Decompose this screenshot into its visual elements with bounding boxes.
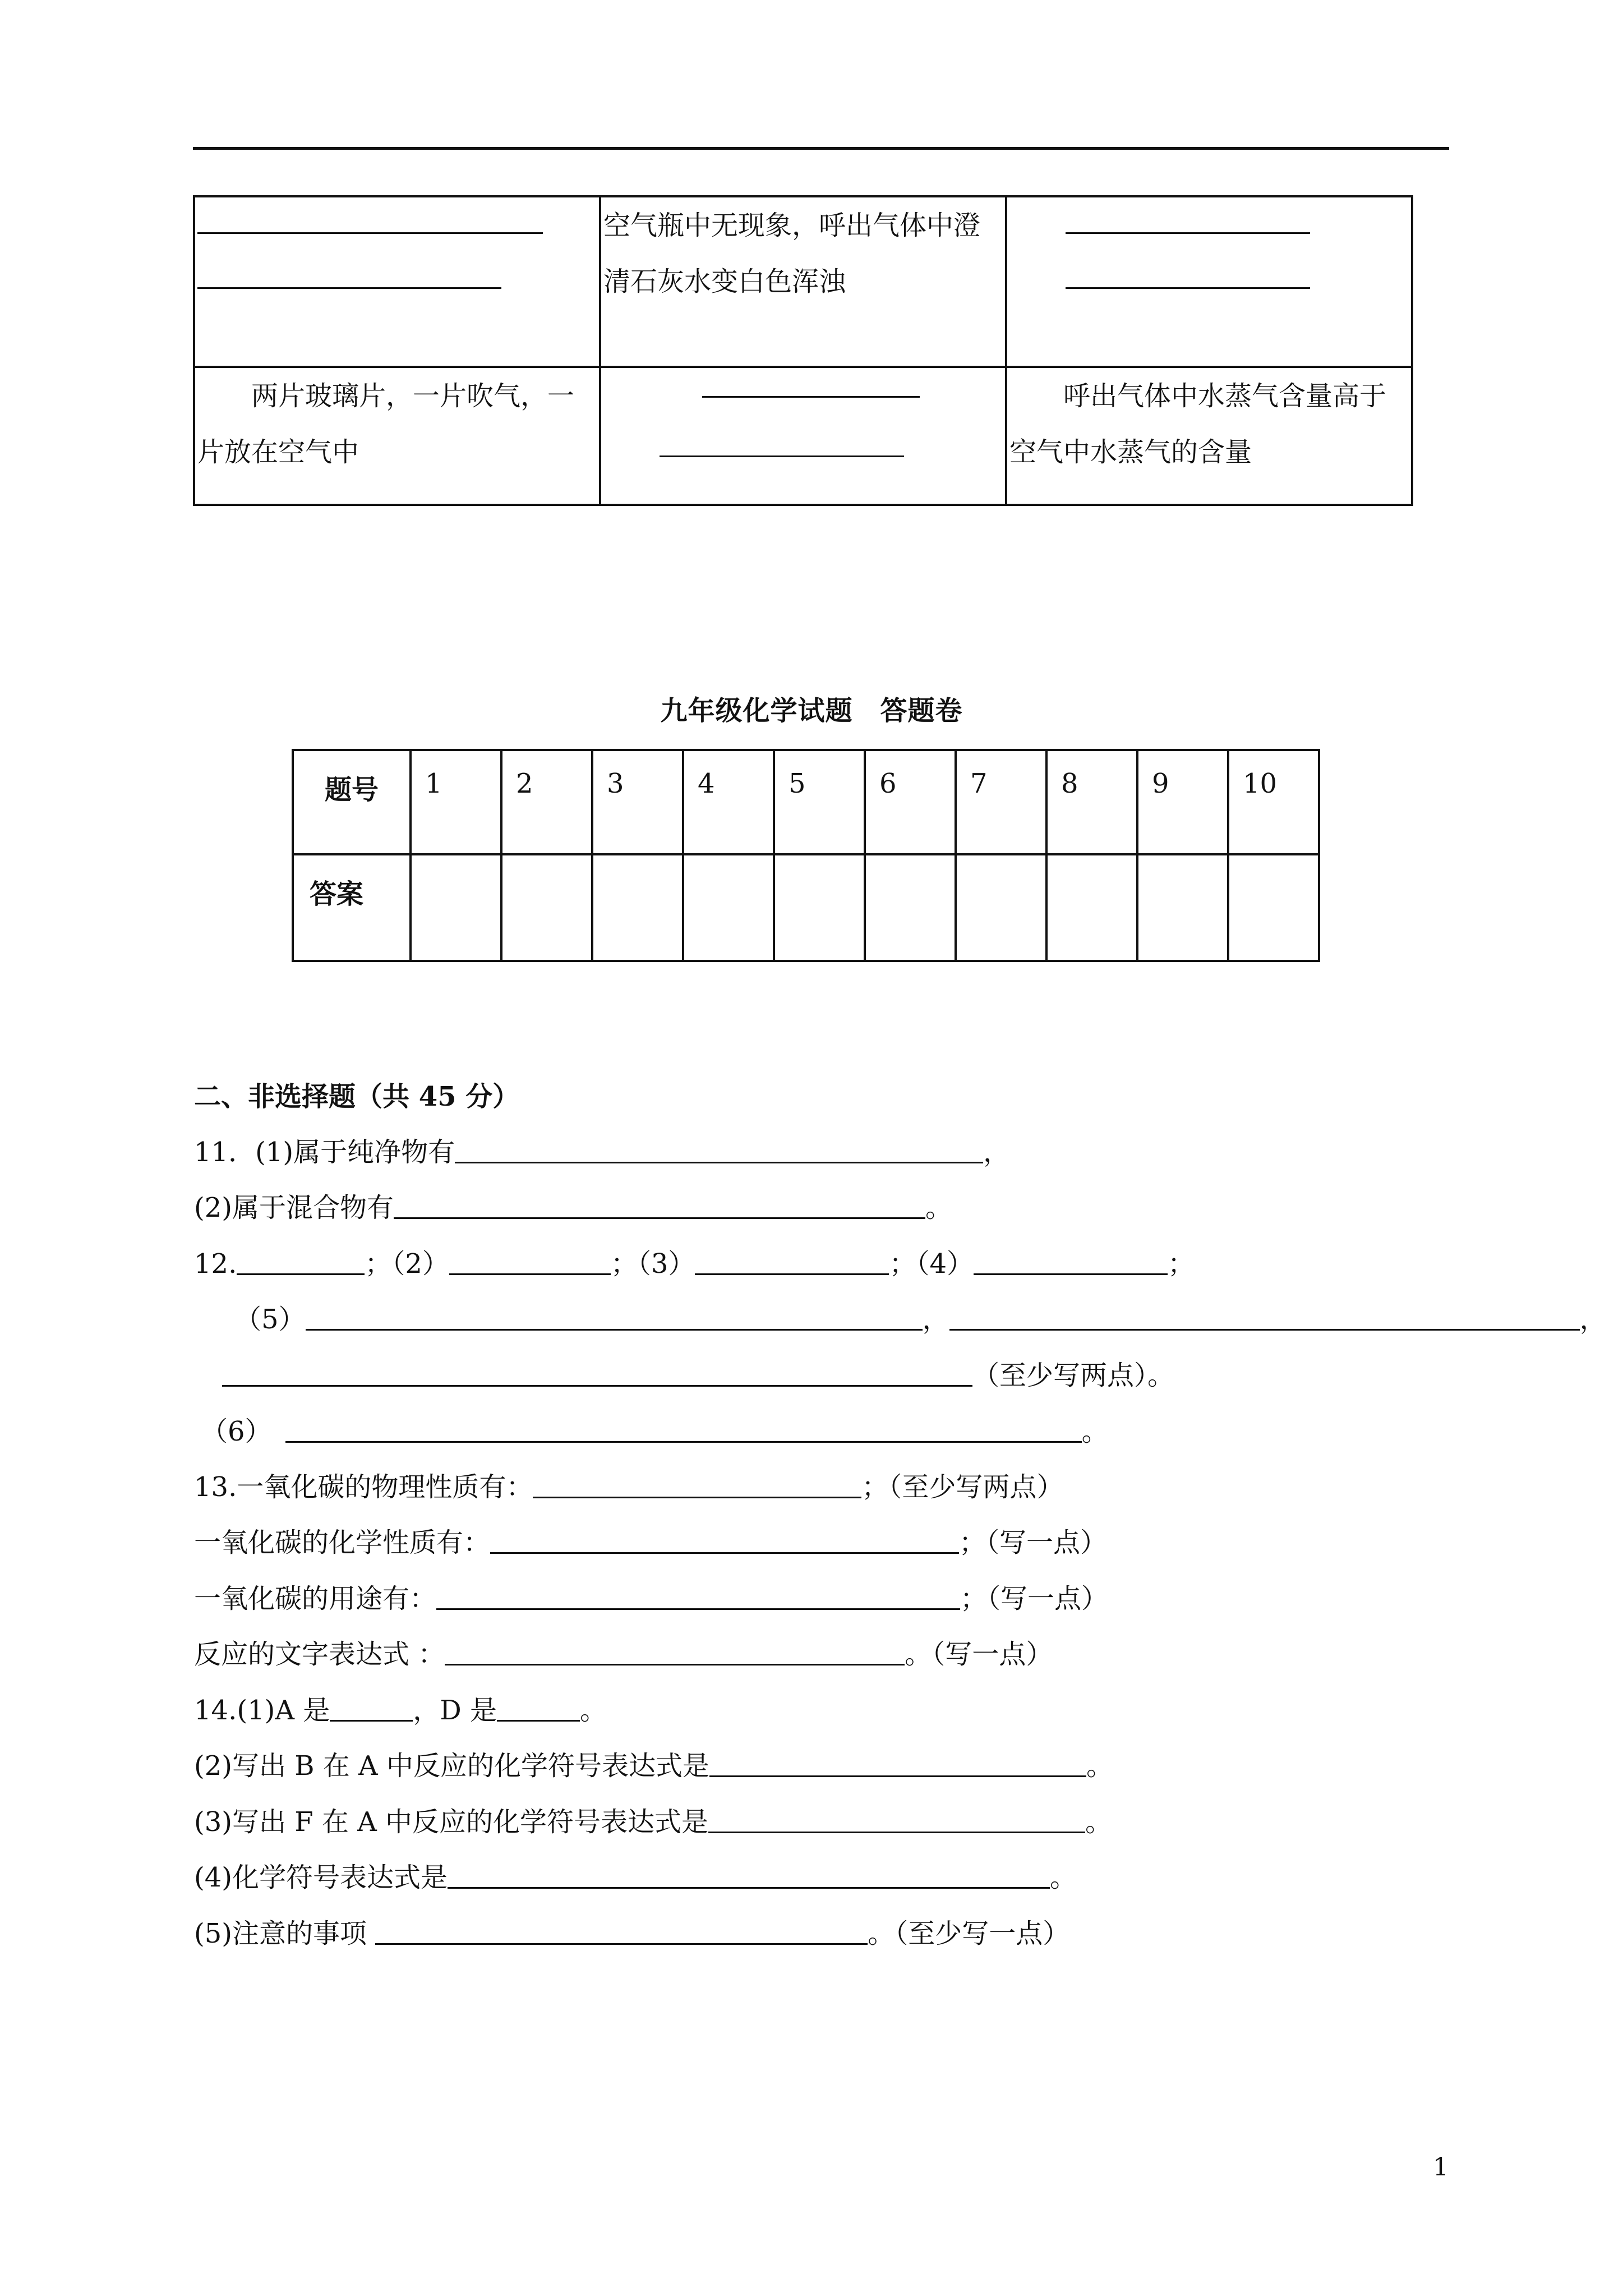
question-number: 3 [592, 750, 683, 854]
answer-blank[interactable] [448, 1862, 1050, 1889]
q11-1-label: 11．(1)属于纯净物有 [194, 1137, 455, 1168]
punct: 。 [580, 1695, 607, 1726]
answer-cell[interactable] [956, 854, 1046, 961]
question-number: 1 [411, 750, 501, 854]
q12-line5 [234, 1303, 1607, 1336]
q14-line2 [194, 1749, 1113, 1783]
question-number: 4 [683, 750, 774, 854]
answer-cell[interactable] [774, 854, 865, 961]
q14-line4 [194, 1861, 1077, 1894]
exp-cell-r1c3 [1006, 196, 1412, 367]
question-number: 5 [774, 750, 865, 854]
question-number: 10 [1228, 750, 1319, 854]
punct: ， [983, 1137, 1011, 1168]
q14-3-label: (3)写出 F 在 A 中反应的化学符号表达式是 [194, 1806, 708, 1838]
q12-line6 [201, 1415, 1109, 1448]
answer-sheet-title: 九年级化学试题 答题卷 [660, 695, 963, 726]
q12-line5b [222, 1359, 1174, 1392]
blank-line[interactable] [1066, 287, 1310, 289]
exp-conclusion: 呼出气体中水蒸气含量高于空气中水蒸气的含量 [1009, 380, 1387, 468]
exp-method: 两片玻璃片，一片吹气，一片放在空气中 [197, 380, 575, 468]
question-number: 6 [865, 750, 956, 854]
answer-blank[interactable] [222, 1360, 972, 1387]
answer-blank[interactable] [394, 1193, 925, 1219]
answer-cell[interactable] [865, 854, 956, 961]
answer-blank[interactable] [695, 1249, 889, 1275]
question-number: 8 [1046, 750, 1137, 854]
answer-cell[interactable] [592, 854, 683, 961]
q12-6-label: （6） [201, 1416, 259, 1447]
q14-line5 [194, 1917, 1069, 1950]
q14-2-label: (2)写出 B 在 A 中反应的化学符号表达式是 [194, 1750, 709, 1782]
exp-observation: 空气瓶中无现象，呼出气体中澄清石灰水变白色浑浊 [603, 210, 981, 297]
q13-2-label: 一氧化碳的化学性质有： [194, 1527, 491, 1558]
q14-4-label: (4)化学符号表达式是 [194, 1862, 448, 1893]
answer-blank[interactable] [497, 1695, 580, 1722]
q14-1-label-d: ，D 是 [413, 1695, 497, 1726]
q14-line3 [194, 1805, 1112, 1839]
q12-sep: ；（2） [365, 1248, 449, 1280]
answer-blank[interactable] [709, 1751, 1086, 1777]
answer-cell[interactable] [501, 854, 592, 961]
q14-5-note: 。（至少写一点） [868, 1918, 1070, 1949]
question-number: 7 [956, 750, 1046, 854]
answer-blank[interactable] [285, 1416, 1082, 1443]
q12-5-note: （至少写两点）。 [972, 1360, 1175, 1391]
answer-cell[interactable] [683, 854, 774, 961]
answer-blank[interactable] [974, 1249, 1168, 1275]
table-row [194, 367, 1412, 505]
answer-blank[interactable] [436, 1584, 960, 1610]
q12-line1 [194, 1247, 1195, 1281]
exp-cell-r2c3 [1006, 367, 1412, 505]
answer-blank[interactable] [533, 1472, 861, 1498]
q12-sep: ；（3） [610, 1248, 695, 1280]
blank-line[interactable] [197, 232, 543, 234]
answer-cell[interactable] [1228, 854, 1319, 961]
q13-4-label: 反应的文字表达式 ： [194, 1639, 445, 1670]
q13-1-note: ；（至少写两点） [861, 1471, 1064, 1503]
q13-1-label: 13.一氧化碳的物理性质有： [194, 1471, 533, 1503]
answer-blank[interactable] [237, 1249, 365, 1275]
table-row [293, 854, 1319, 961]
experiment-table [193, 195, 1413, 506]
exp-cell-r2c2 [600, 367, 1006, 505]
answer-blank[interactable] [445, 1639, 905, 1665]
punct: 。 [1050, 1862, 1077, 1893]
q13-3-note: ；（写一点） [960, 1583, 1109, 1614]
answer-label: 答案 [293, 854, 411, 961]
punct: 。 [1081, 1416, 1109, 1447]
punct: 。 [925, 1192, 953, 1223]
answer-cell[interactable] [1137, 854, 1228, 961]
q11-line1 [194, 1135, 1010, 1169]
q13-line3 [194, 1582, 1108, 1616]
answer-blank[interactable] [490, 1527, 959, 1554]
answer-cell[interactable] [411, 854, 501, 961]
punct: 。 [1085, 1806, 1113, 1838]
page-number: 1 [1433, 2153, 1449, 2182]
punct: ， [1579, 1304, 1607, 1335]
q13-line2 [194, 1526, 1107, 1559]
q13-4-note: 。（写一点） [905, 1639, 1053, 1670]
q12-5-label: （5） [234, 1304, 306, 1335]
q13-line1 [194, 1470, 1063, 1504]
question-number: 9 [1137, 750, 1228, 854]
answer-cell[interactable] [1046, 854, 1137, 961]
punct: ； [1167, 1248, 1195, 1280]
q14-line1 [194, 1694, 607, 1727]
exp-cell-r1c2 [600, 196, 1006, 367]
answer-blank[interactable] [330, 1695, 413, 1722]
answer-blank[interactable] [708, 1807, 1085, 1833]
q13-line4 [194, 1637, 1053, 1671]
answer-blank[interactable] [306, 1304, 923, 1331]
exp-cell-r2c1 [194, 367, 600, 505]
q14-5-label: (5)注意的事项 [194, 1918, 376, 1949]
answer-blank[interactable] [449, 1249, 611, 1275]
q11-line2 [194, 1191, 952, 1225]
q13-3-label: 一氧化碳的用途有： [194, 1583, 437, 1614]
q11-2-label: (2)属于混合物有 [194, 1192, 394, 1223]
punct: 。 [1086, 1750, 1113, 1782]
punct: ， [922, 1304, 949, 1335]
answer-blank[interactable] [455, 1137, 983, 1163]
q13-2-note: ；（写一点） [959, 1527, 1108, 1558]
answer-grid [292, 749, 1320, 962]
section-heading: 二、非选择题（共 45 分） [194, 1081, 520, 1112]
blank-line[interactable] [1066, 232, 1310, 234]
blank-line[interactable] [660, 455, 904, 457]
q12-sep: ；（4） [889, 1248, 974, 1280]
table-row [194, 196, 1412, 367]
table-row [293, 750, 1319, 854]
q12-label: 12. [194, 1248, 237, 1280]
answer-blank[interactable] [949, 1304, 1580, 1331]
q14-1-label: 14.(1)A 是 [194, 1695, 330, 1726]
question-number-label: 题号 [293, 750, 411, 854]
exp-cell-r1c1 [194, 196, 600, 367]
question-number: 2 [501, 750, 592, 854]
blank-line[interactable] [702, 396, 920, 398]
header-rule [193, 147, 1449, 150]
answer-blank[interactable] [375, 1918, 868, 1945]
blank-line[interactable] [197, 287, 501, 289]
